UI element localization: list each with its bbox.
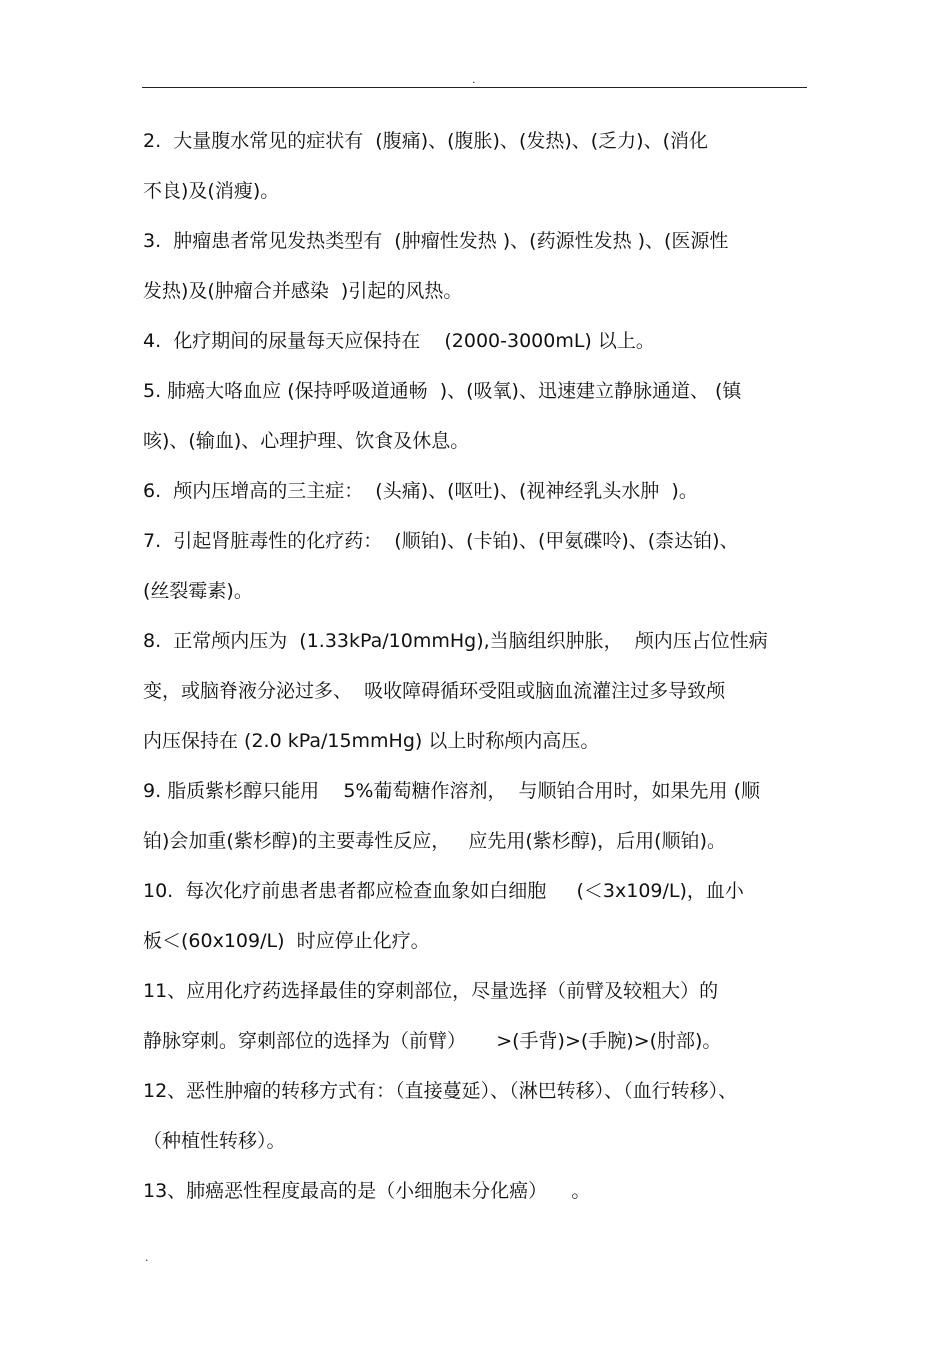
question-5 — [143, 366, 808, 466]
question-3 — [143, 216, 808, 316]
question-line: 静脉穿刺。穿刺部位的选择为（前臂） >(手背)>(手腕)>(肘部)。 — [143, 1030, 722, 1052]
question-line: 4. 化疗期间的尿量每天应保持在 (2000-3000mL) 以上。 — [143, 330, 655, 352]
question-line: 10. 每次化疗前患者患者都应检查血象如白细胞 (＜3x109/L)，血小 — [143, 880, 744, 902]
question-12 — [143, 1066, 808, 1166]
question-line: （种植性转移）。 — [143, 1130, 286, 1152]
question-line: 咳)、(输血)、心理护理、饮食及休息。 — [143, 430, 470, 452]
question-line: 板＜(60x109/L) 时应停止化疗。 — [143, 930, 430, 952]
question-line: 6. 颅内压增高的三主症： (头痛)、(呕吐)、(视神经乳头水肿 )。 — [143, 480, 698, 502]
question-10 — [143, 866, 808, 966]
question-2 — [143, 116, 808, 216]
question-line: 2. 大量腹水常见的症状有 (腹痛)、(腹胀)、(发热)、(乏力)、(消化 — [143, 130, 709, 152]
question-8 — [143, 616, 808, 766]
question-line: 7. 引起肾脏毒性的化疗药： (顺铂)、(卡铂)、(甲氨碟呤)、(柰达铂)、 — [143, 530, 739, 552]
header-mark: . — [472, 73, 476, 86]
question-line: 5. 肺癌大咯血应 (保持呼吸道通畅 )、(吸氧)、迅速建立静脉通道、 (镇 — [143, 380, 742, 402]
question-line: 12、恶性肿瘤的转移方式有：（直接蔓延）、（淋巴转移）、（血行转移）、 — [143, 1080, 738, 1102]
header-rule — [142, 87, 807, 88]
question-line: 内压保持在 (2.0 kPa/15mmHg) 以上时称颅内高压。 — [143, 730, 600, 752]
question-line: 铂)会加重(紫杉醇)的主要毒性反应， 应先用(紫杉醇)，后用(顺铂)。 — [143, 830, 727, 852]
footer-mark: . — [145, 1251, 149, 1264]
question-7 — [143, 516, 808, 616]
question-line: 8. 正常颅内压为 (1.33kPa/10mmHg),当脑组织肿胀， 颅内压占位性病 — [143, 630, 768, 652]
document-body — [143, 116, 808, 1216]
question-line: 发热)及(肿瘤合并感染 )引起的风热。 — [143, 280, 463, 302]
question-line: (丝裂霉素)。 — [143, 580, 253, 602]
question-line: 13、肺癌恶性程度最高的是（小细胞未分化癌） 。 — [143, 1180, 591, 1202]
question-11 — [143, 966, 808, 1066]
question-6 — [143, 466, 808, 516]
question-line: 9. 脂质紫杉醇只能用 5%葡萄糖作溶剂， 与顺铂合用时，如果先用 (顺 — [143, 780, 761, 802]
question-line: 不良)及(消瘦)。 — [143, 180, 280, 202]
question-line: 变，或脑脊液分泌过多、 吸收障碍循环受阻或脑血流灌注过多导致颅 — [143, 680, 726, 702]
question-line: 3. 肿瘤患者常见发热类型有 (肿瘤性发热 )、(药源性发热 )、(医源性 — [143, 230, 729, 252]
question-13 — [143, 1166, 808, 1216]
question-line: 11、应用化疗药选择最佳的穿刺部位，尽量选择（前臂及较粗大）的 — [143, 980, 719, 1002]
question-4 — [143, 316, 808, 366]
question-9 — [143, 766, 808, 866]
